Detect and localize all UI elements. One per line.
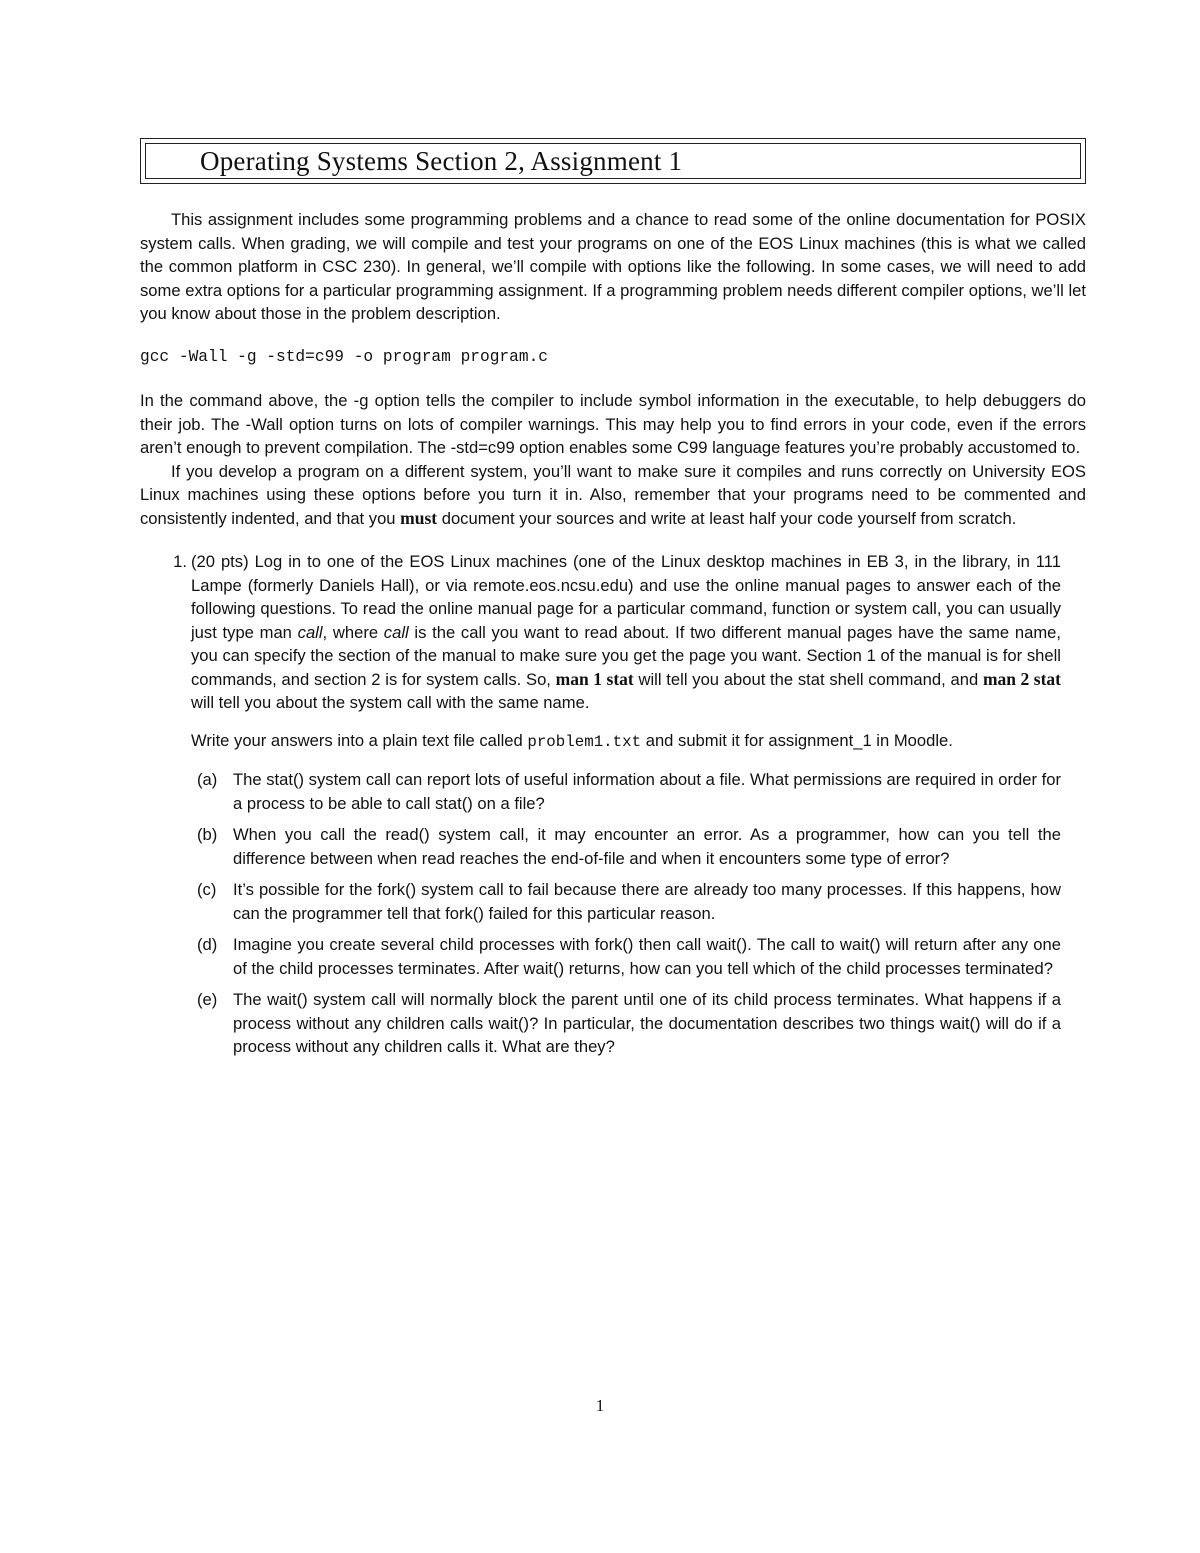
- requirements-text-end: document your sources and write at least half your code yourself from scratch.: [437, 508, 1017, 528]
- problem-text-part: (20 pts) Log in to one of the EOS Linux machines (one of the Linux desktop machines in EB 3, in the library, in 111 Lampe (formerly Daniels Hall), or via remote.eos.ncsu.edu) and use the online manual pages to answer each of the following questions. To read the online manual page for a particular command, function or system call, you can usually just type man: [191, 552, 1061, 642]
- options-paragraph: In the command above, the -g option tells the compiler to include symbol information in the executable, to help debuggers do their job. The -Wall option turns on lots of compiler warnings. This may help you to find errors in your code, even if the errors aren’t enough to prevent compilation. The -std=c99 option enables some C99 language features you’re probably accustomed to.: [140, 391, 1086, 457]
- question-text: The wait() system call will normally block the parent until one of its child process terminates. What happens if a process without any children calls wait()? In particular, the documentation describes two things wait() will do if a process without any children calls it. What are they?: [233, 990, 1061, 1056]
- page-title: Operating Systems Section 2, Assignment 1: [145, 143, 1081, 179]
- list-item: [191, 768, 1061, 815]
- list-item: [191, 988, 1061, 1059]
- page-number: 1: [595, 1396, 605, 1415]
- question-text: Imagine you create several child processes with fork() then call wait(). The call to wait() will return after any one of the child processes terminates. After wait() returns, how can you tell which of the child processes terminated?: [233, 935, 1061, 978]
- man1-command: man 1 stat: [555, 668, 634, 689]
- problem-text-part: is the call you want to read about. If two different manual pages have the same name, you can specify the section of the manual to make sure you get the page you want. Section 1 of the manual is for shell commands, and section 2 is for system calls. So,: [191, 622, 1061, 689]
- document-body: [140, 208, 1086, 1067]
- problem-text-part: will tell you about the system call with the same name.: [191, 693, 590, 712]
- question-text: It’s possible for the fork() system call to fail because there are already too many processes. If this happens, how can the programmer tell that fork() failed for this particular reason.: [233, 880, 1061, 923]
- question-list: [191, 768, 1061, 1059]
- title-frame: [140, 138, 1086, 184]
- document-page: [140, 138, 1086, 1438]
- problem-number: 1.: [173, 552, 187, 571]
- compile-command: gcc -Wall -g -std=c99 -o program program.c: [140, 347, 548, 366]
- list-item: [191, 823, 1061, 870]
- submission-instructions: [191, 729, 1061, 755]
- question-label: (c): [197, 880, 217, 899]
- problem-description: [191, 550, 1061, 715]
- question-label: (a): [197, 770, 218, 789]
- problem-text-part: , where: [322, 622, 384, 642]
- problem-content: [191, 550, 1061, 1067]
- question-label: (e): [197, 990, 218, 1009]
- call-italic: call: [383, 622, 409, 642]
- submission-text-end: and submit it for assignment_1 in Moodle.: [641, 730, 953, 750]
- problem-1: [140, 550, 1086, 1067]
- question-label: (b): [197, 825, 218, 844]
- requirements-paragraph: [140, 460, 1086, 531]
- answer-filename: problem1.txt: [527, 732, 642, 751]
- man2-command: man 2 stat: [982, 668, 1062, 689]
- question-text: The stat() system call can report lots of useful information about a file. What permissions are required in order for a process to be able to call stat() on a file?: [233, 770, 1061, 813]
- list-item: [191, 933, 1061, 980]
- question-label: (d): [197, 935, 218, 954]
- requirements-text-start: If you develop a program on a different system, you’ll want to make sure it compiles and runs correctly on University EOS Linux machines using these options before you turn it in. Also, remember that your programs need to be commented and consistently indented, and that you: [140, 461, 1086, 528]
- question-text: When you call the read() system call, it may encounter an error. As a programmer, how can you tell the difference between when read reaches the end-of-file and when it encounters some type of error?: [233, 825, 1061, 868]
- must-emphasis: must: [400, 507, 438, 528]
- intro-paragraph: This assignment includes some programming problems and a chance to read some of the online documentation for POSIX system calls. When grading, we will compile and test your programs on one of the EOS Linux machines (this is what we called the common platform in CSC 230). In general, we’ll compile with options like the following. In some cases, we will need to add some extra options for a particular programming assignment. If a programming problem needs different compiler options, we’ll let you know about those in the problem description.: [140, 210, 1086, 323]
- call-italic: call: [297, 622, 323, 642]
- submission-text-start: Write your answers into a plain text file called: [191, 730, 528, 750]
- list-item: [191, 878, 1061, 925]
- problem-text-part: will tell you about the stat shell command, and: [633, 669, 983, 689]
